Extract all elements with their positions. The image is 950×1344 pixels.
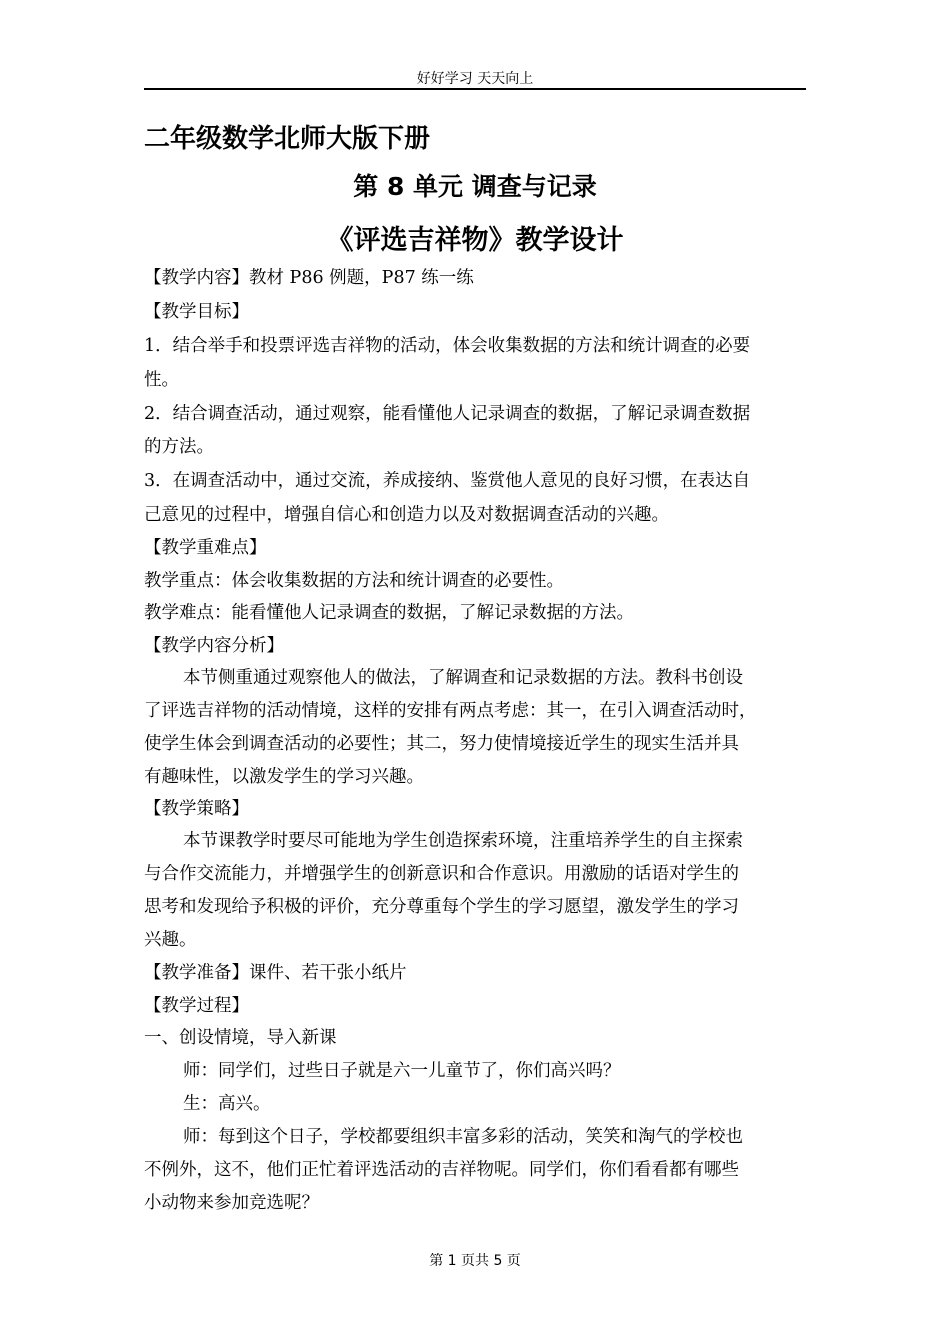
- paragraph-line: 的方法。: [144, 437, 214, 457]
- dialogue-line: 师：同学们，过些日子就是六一儿童节了，你们高兴吗？: [183, 1061, 621, 1081]
- paragraph-line: 教学难点：能看懂他人记录调查的数据，了解记录数据的方法。: [144, 603, 634, 623]
- dialogue-line: 师：每到这个日子，学校都要组织丰富多彩的活动，笑笑和淘气的学校也: [183, 1127, 743, 1147]
- document-title: 二年级数学北师大版下册: [144, 124, 431, 154]
- dialogue-line: 生：高兴。: [183, 1094, 271, 1114]
- paragraph-line: 了评选吉祥物的活动情境，这样的安排有两点考虑：其一，在引入调查活动时，: [144, 701, 757, 721]
- section-heading-analysis: 【教学内容分析】: [144, 636, 284, 656]
- paragraph-line: 1．结合举手和投票评选吉祥物的活动，体会收集数据的方法和统计调查的必要: [144, 336, 751, 356]
- unit-title: 第 8 单元 调查与记录: [353, 172, 597, 201]
- page-header: 好好学习 天天向上: [416, 71, 534, 87]
- paragraph-line: 兴趣。: [144, 930, 197, 950]
- section-heading-process: 【教学过程】: [144, 996, 249, 1016]
- subsection-heading: 一、创设情境，导入新课: [144, 1028, 337, 1048]
- paragraph-line: 3．在调查活动中，通过交流，养成接纳、鉴赏他人意见的良好习惯，在表达自: [144, 471, 751, 491]
- paragraph-line: 己意见的过程中，增强自信心和创造力以及对数据调查活动的兴趣。: [144, 505, 669, 525]
- dialogue-line: 小动物来参加竞选呢？: [144, 1193, 319, 1213]
- section-heading-preparation: 【教学准备】课件、若干张小纸片: [144, 963, 407, 983]
- section-content-line: 【教学内容】教材 P86 例题，P87 练一练: [144, 268, 474, 288]
- paragraph-line: 教学重点：体会收集数据的方法和统计调查的必要性。: [144, 571, 564, 591]
- paragraph-line: 有趣味性，以激发学生的学习兴趣。: [144, 767, 424, 787]
- header-rule: [144, 88, 806, 90]
- paragraph-line: 本节课教学时要尽可能地为学生创造探索环境，注重培养学生的自主探索: [183, 831, 743, 851]
- dialogue-line: 不例外，这不，他们正忙着评选活动的吉祥物呢。同学们，你们看看都有哪些: [144, 1160, 739, 1180]
- paragraph-line: 使学生体会到调查活动的必要性；其二，努力使情境接近学生的现实生活并具: [144, 734, 739, 754]
- paragraph-line: 性。: [144, 370, 179, 390]
- paragraph-line: 本节侧重通过观察他人的做法，了解调查和记录数据的方法。教科书创设: [183, 668, 743, 688]
- paragraph-line: 思考和发现给予积极的评价，充分尊重每个学生的学习愿望，激发学生的学习: [144, 897, 739, 917]
- paragraph-line: 与合作交流能力，并增强学生的创新意识和合作意识。用激励的话语对学生的: [144, 864, 739, 884]
- lesson-title: 《评选吉祥物》教学设计: [326, 225, 624, 256]
- section-heading-key-points: 【教学重难点】: [144, 538, 267, 558]
- page-footer: 第 1 页共 5 页: [429, 1253, 521, 1269]
- section-heading-goals: 【教学目标】: [144, 302, 249, 322]
- paragraph-line: 2．结合调查活动，通过观察，能看懂他人记录调查的数据，了解记录调查数据: [144, 404, 751, 424]
- section-heading-strategy: 【教学策略】: [144, 799, 249, 819]
